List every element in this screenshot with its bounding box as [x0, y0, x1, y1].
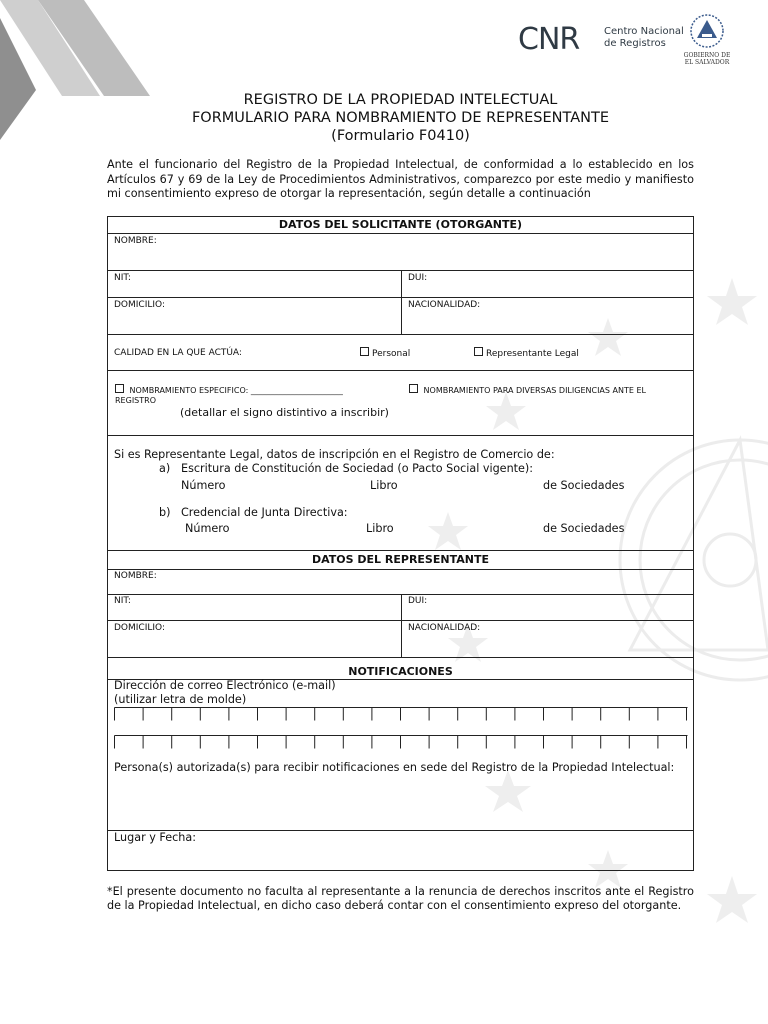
- title-line-2: FORMULARIO PARA NOMBRAMIENTO DE REPRESENTANTE: [191, 110, 610, 126]
- item-b-sociedades: de Sociedades: [543, 522, 625, 535]
- solicitante-header: DATOS DEL SOLICITANTE (OTORGANTE): [278, 218, 523, 231]
- intro-paragraph: Ante el funcionario del Registro de la Propiedad Intelectual, de conformidad a lo establecido en los Artículos 67 y 69 de la Ley de Procedimientos Administrativos, comparezco por este medio y manifiesto mi consentimiento expreso de otorgar la representación, según detalle a continuación: [107, 158, 694, 201]
- solicitante-nombre-label: NOMBRE:: [114, 236, 157, 246]
- document-title: [107, 91, 694, 145]
- nombramiento-especifico-option[interactable]: NOMBRAMIENTO ESPECIFICO: _______________________: [115, 384, 343, 396]
- email-input-row-1[interactable]: [114, 707, 688, 721]
- email-label: Dirección de correo Electrónico (e-mail): [114, 679, 336, 692]
- item-b-label: b): [159, 506, 171, 519]
- personas-autorizadas-label: Persona(s) autorizada(s) para recibir notificaciones en sede del Registro de la Propiedad Intelectual:: [114, 761, 675, 774]
- cnr-logo-mark: CNR: [518, 22, 580, 57]
- item-b-text: Credencial de Junta Directiva:: [181, 506, 348, 519]
- representante-legal-checkbox[interactable]: [474, 347, 483, 356]
- solicitante-nacionalidad-label: NACIONALIDAD:: [408, 300, 481, 310]
- detallar-label: (detallar el signo distintivo a inscribir): [180, 406, 389, 419]
- title-line-3: (Formulario F0410): [331, 128, 470, 144]
- notificaciones-header: NOTIFICACIONES: [348, 665, 453, 678]
- registro-label: REGISTRO: [115, 396, 156, 405]
- representante-dui-label: DUI:: [408, 596, 428, 606]
- solicitante-nit-label: NIT:: [114, 273, 131, 283]
- nombramiento-diversas-option[interactable]: NOMBRAMIENTO PARA DIVERSAS DILIGENCIAS ANTE EL: [409, 384, 646, 396]
- item-b-libro: Libro: [366, 522, 394, 535]
- rep-legal-intro: Si es Representante Legal, datos de inscripción en el Registro de Comercio de:: [114, 448, 555, 461]
- item-a-label: a): [159, 462, 171, 475]
- item-a-libro: Libro: [370, 479, 398, 492]
- calidad-personal-option[interactable]: Personal: [360, 347, 410, 360]
- representante-domicilio-label: DOMICILIO:: [114, 623, 165, 633]
- calidad-label: CALIDAD EN LA QUE ACTÚA:: [114, 348, 242, 358]
- el-salvador-seal-icon: [688, 12, 726, 50]
- email-note: (utilizar letra de molde): [114, 693, 247, 706]
- form-table: [107, 216, 694, 871]
- item-a-numero: Número: [181, 479, 226, 492]
- item-a-sociedades: de Sociedades: [543, 479, 625, 492]
- solicitante-dui-label: DUI:: [408, 273, 428, 283]
- nombramiento-especifico-checkbox[interactable]: [115, 384, 124, 393]
- item-a-text: Escritura de Constitución de Sociedad (o Pacto Social vigente):: [181, 462, 534, 475]
- personal-checkbox[interactable]: [360, 347, 369, 356]
- representante-nombre-label: NOMBRE:: [114, 571, 157, 581]
- nombramiento-diversas-checkbox[interactable]: [409, 384, 418, 393]
- representante-header: DATOS DEL REPRESENTANTE: [312, 553, 489, 566]
- lugar-fecha-label: Lugar y Fecha:: [114, 831, 196, 844]
- email-input-row-2[interactable]: [114, 735, 688, 749]
- cnr-logo-name: Centro Nacional de Registros: [604, 26, 684, 49]
- footnote: *El presente documento no faculta al representante a la renuncia de derechos inscritos ante el Registro de la Propiedad Intelectual, en dicho caso deberá contar con el consentimiento expreso del otorgante.: [107, 885, 694, 913]
- solicitante-domicilio-label: DOMICILIO:: [114, 300, 165, 310]
- government-label: GOBIERNO DE EL SALVADOR: [683, 52, 731, 66]
- item-b-numero: Número: [185, 522, 230, 535]
- calidad-representante-option[interactable]: Representante Legal: [474, 347, 579, 360]
- representante-nacionalidad-label: NACIONALIDAD:: [408, 623, 481, 633]
- title-line-1: REGISTRO DE LA PROPIEDAD INTELECTUAL: [243, 92, 558, 108]
- representante-nit-label: NIT:: [114, 596, 131, 606]
- cnr-logo: [512, 10, 736, 70]
